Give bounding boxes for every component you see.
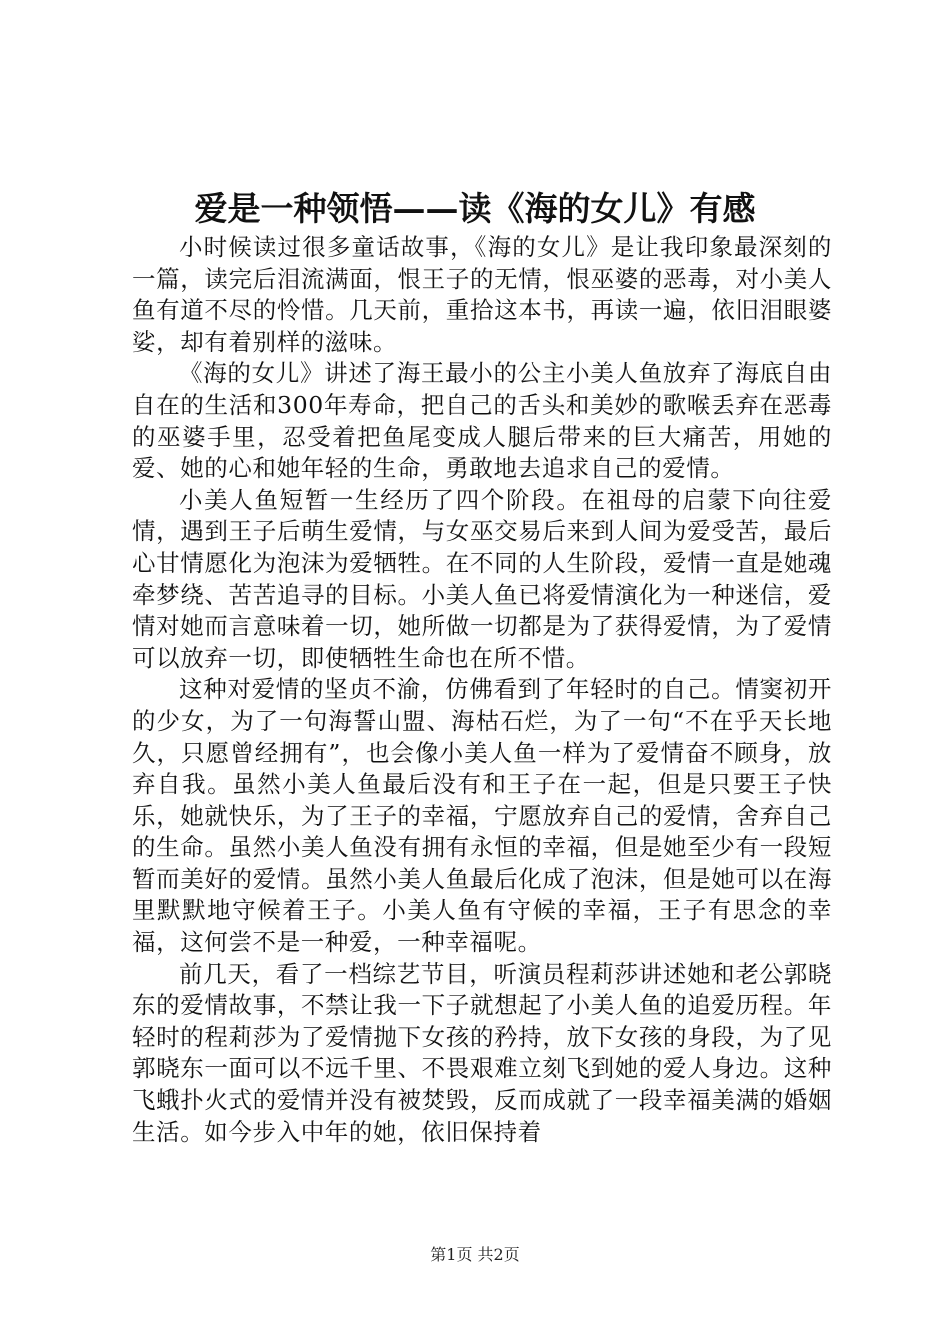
paragraph-1: 小时候读过很多童话故事，《海的女儿》是让我印象最深刻的一篇，读完后泪流满面，恨王子的无情，恨巫婆的恶毒，对小美人鱼有道不尽的怜惜。几天前，重拾这本书，再读一遍，依旧泪眼婆娑，却有着别样的滋味。 [132,233,832,356]
paragraph-5: 前几天，看了一档综艺节目，听演员程莉莎讲述她和老公郭晓东的爱情故事，不禁让我一下子就想起了小美人鱼的追爱历程。年轻时的程莉莎为了爱情抛下女孩的矜持，放下女孩的身段，为了见郭晓东一面可以不远千里、不畏艰难立刻飞到她的爱人身边。这种飞蛾扑火式的爱情并没有被焚毁，反而成就了一段幸福美满的婚姻生活。如今步入中年的她，依旧保持着 [132,959,832,1146]
document-title: 爱是一种领悟——读《海的女儿》有感 [194,189,756,228]
document-body [132,232,832,1148]
paragraph-3: 小美人鱼短暂一生经历了四个阶段。在祖母的启蒙下向往爱情，遇到王子后萌生爱情，与女巫交易后来到人间为爱受苦，最后心甘情愿化为泡沫为爱牺牲。在不同的人生阶段，爱情一直是她魂牵梦绕、苦苦追寻的目标。小美人鱼已将爱情演化为一种迷信，爱情对她而言意味着一切，她所做一切都是为了获得爱情，为了爱情可以放弃一切，即使牺牲生命也在所不惜。 [132,485,832,672]
paragraph-4: 这种对爱情的坚贞不渝，仿佛看到了年轻时的自己。情窦初开的少女，为了一句海誓山盟、海枯石烂，为了一句“不在乎天长地久，只愿曾经拥有”，也会像小美人鱼一样为了爱情奋不顾身，放弃自我。虽然小美人鱼最后没有和王子在一起，但是只要王子快乐，她就快乐，为了王子的幸福，宁愿放弃自己的爱情，舍弃自己的生命。虽然小美人鱼没有拥有永恒的幸福，但是她至少有一段短暂而美好的爱情。虽然小美人鱼最后化成了泡沫，但是她可以在海里默默地守候着王子。小美人鱼有守候的幸福，王子有思念的幸福，这何尝不是一种爱，一种幸福呢。 [132,675,832,957]
paragraph-2: 《海的女儿》讲述了海王最小的公主小美人鱼放弃了海底自由自在的生活和300年寿命，把自己的舌头和美妙的歌喉丢弃在恶毒的巫婆手里，忍受着把鱼尾变成人腿后带来的巨大痛苦，用她的爱、她的心和她年轻的生命，勇敢地去追求自己的爱情。 [132,359,832,483]
page-footer: 第1页 共2页 [430,1245,520,1264]
